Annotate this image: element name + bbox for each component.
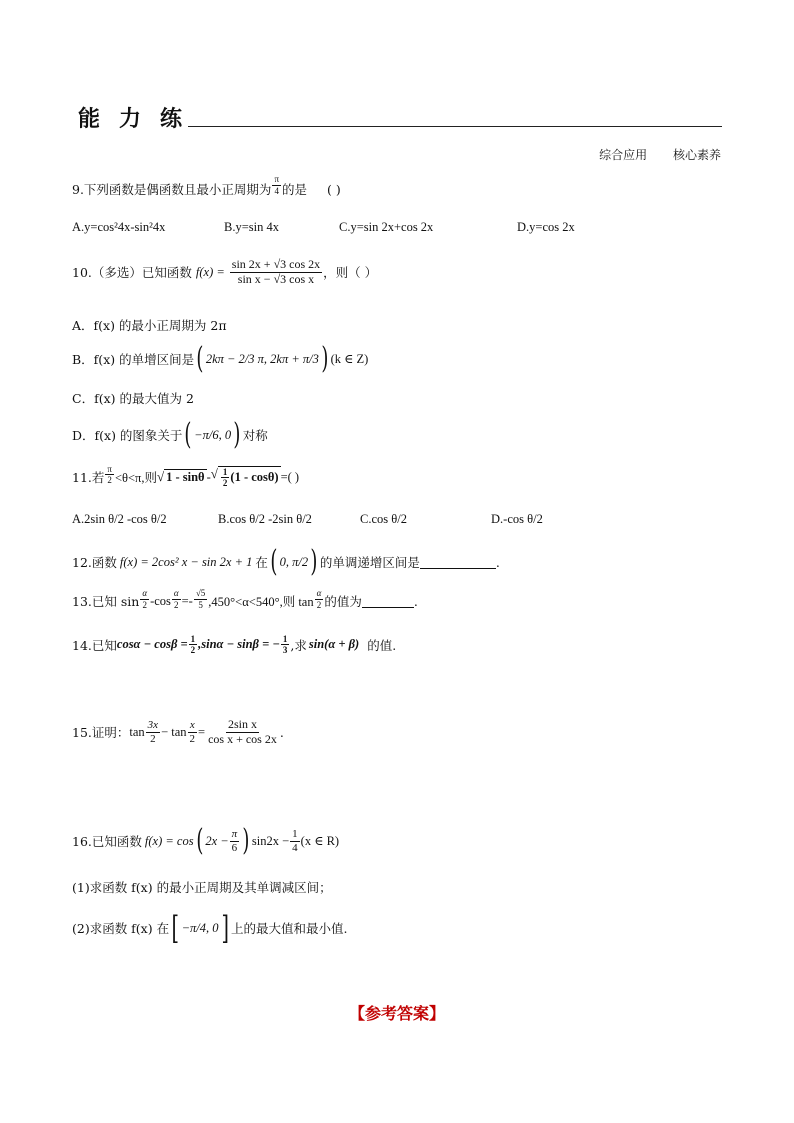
section-tags — [599, 146, 721, 163]
q11-option-a: A.2sin θ/2 -cos θ/2 — [72, 512, 167, 526]
q10-function: f(x) = — [195, 264, 225, 279]
question-13: 13.已知 sin $\frac{\alpha}{2}$ -cos $\frac{\alpha}{2}$ =- $\frac{√5}{5}$ ,450°<α<540°,则 tan $\frac{\alpha}{2}$ 的值为 . — [72, 588, 418, 610]
title-underline — [188, 126, 722, 127]
q11-radical-1: √ 1 - sinθ — [156, 469, 205, 485]
q11-option-d: D.-cos θ/2 — [491, 512, 543, 526]
q10-option-d: D．f(x) 的图象关于 ( −π/6, 0 ) 对称 — [72, 417, 268, 452]
q10-option-a: A．f(x) 的最小正周期为 2π — [72, 318, 227, 333]
answer-heading: 【参考答案】 — [348, 1004, 445, 1023]
q12-interval: 0, π/2 — [279, 554, 309, 569]
q11-option-b: B.cos θ/2 -2sin θ/2 — [218, 512, 312, 526]
q9-option-b: B.y=sin 4x — [224, 220, 279, 234]
q9-fraction: $\frac{\pi}{4}$ — [274, 174, 279, 196]
question-12: 12.函数 f(x) = 2cos² x − sin 2x + 1 在 ( 0, π/2 ) 的单调递增区间是 . — [72, 544, 500, 579]
q10-fraction: $\frac{\sin 2x + √3 \cos 2x}{\text{sin x − √3 cos x}}$ — [231, 257, 321, 286]
q11-options — [72, 512, 712, 527]
q12-expression: f(x) = 2cos² x − sin 2x + 1 — [119, 554, 253, 569]
q9-stem: 9.下列函数是偶函数且最小正周期为 — [72, 182, 272, 197]
q9-option-d: D.y=cos 2x — [517, 220, 575, 234]
q10-d-point: −π/6, 0 — [194, 427, 232, 442]
tag-comprehensive: 综合应用 — [599, 148, 648, 162]
question-15: 15.证明： tan $\frac{3x}{2}$ − tan $\frac{x}{2}$ = $\frac{\text{2sin x}}{\text{cos x + cos 2x}}$ . — [72, 717, 284, 746]
q10-option-c: C．f(x) 的最大值为 2 — [72, 391, 194, 406]
q11-option-c: C.cos θ/2 — [360, 512, 407, 526]
section-title: 能力练 — [78, 107, 202, 132]
q10-option-b: B．f(x) 的单增区间是 ( 2kπ − 2/3 π, 2kπ + π/3 ) (k ∈ Z) — [72, 341, 369, 376]
q12-answer-blank[interactable] — [420, 556, 496, 569]
q10-b-interval: 2kπ − 2/3 π, 2kπ + π/3 — [205, 351, 319, 366]
q9-options — [72, 220, 712, 235]
question-14: 14.已知 cosα − cosβ = $\frac{1}{2}$ ,sinα − sinβ = − $\frac{1}{3}$ ,求 sin(α + β) 的值. — [72, 634, 397, 656]
q13-answer-blank[interactable] — [362, 595, 414, 608]
question-10: 10.（多选）已知函数 f(x) = $\frac{\sin 2x + √3 \cos 2x}{\text{sin x − √3 cos x}}$ ，则（ ） — [72, 257, 378, 286]
q9-option-c: C.y=sin 2x+cos 2x — [339, 220, 434, 234]
q9-option-a: A.y=cos²4x-sin²4x — [72, 220, 166, 234]
q11-radical-2: √ $\frac{1}{2}$ (1 - cosθ) — [210, 466, 279, 489]
q16-part-2: (2)求函数 f(x) 在 [ −π/4, 0 ] 上的最大值和最小值. — [72, 909, 348, 947]
q9-answer-paren: ( ) — [327, 181, 341, 197]
question-9: 9.下列函数是偶函数且最小正周期为 $\frac{\pi}{4}$ 的是 ( ) — [72, 174, 341, 197]
q16-interval: −π/4, 0 — [181, 920, 219, 935]
tag-core-literacy: 核心素养 — [672, 148, 721, 162]
q15-rhs: $\frac{\text{2sin x}}{\text{cos x + cos 2x}}$ — [208, 717, 277, 746]
q16-part-1: (1)求函数 f(x) 的最小正周期及其单调减区间； — [72, 880, 332, 895]
question-16: 16.已知函数 f(x) = cos ( 2x − $\frac{\pi}{6}$ ) sin2x − $\frac{1}{4}$ (x ∈ R) — [72, 823, 340, 858]
question-11: 11.若 $\frac{\pi}{2}$ <θ<π,则 √ 1 - sinθ - √ $\frac{1}{2}$ (1 - cosθ) =( ) — [72, 463, 300, 489]
